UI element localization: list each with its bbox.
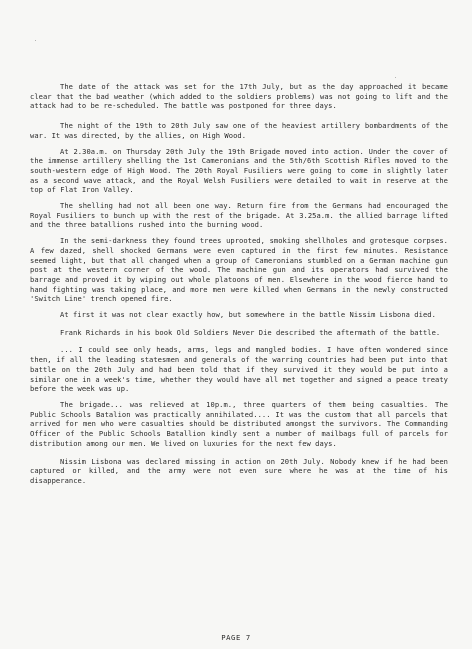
paragraph-frank-richards: Frank Richards in his book Old Soldiers Never Die described the aftermath of the battle. — [60, 327, 441, 337]
document-body — [30, 82, 448, 492]
quote-brigade-relieved: The brigade... was relieved at 10p.m., three quarters of them being casualties. The Public Schools Batalion was practically annihilated.... It was the custom that all parcels that arrived for men who were casualties should be distributed amongst the survivors. The Commanding Officer of the Public Schools Batallion kindly sent a number of mailbags full of parcels for distribution among our men. We lived on luxuries for the next few days. — [30, 399, 448, 448]
scan-speck — [395, 77, 396, 78]
page-number: PAGE 7 — [221, 633, 251, 642]
paragraph-lisbona-death: At first it was not clear exactly how, but somewhere in the battle Nissim Lisbona died. — [60, 310, 436, 320]
paragraph-missing-in-action: Nissim Lisbona was declared missing in action on 20th July. Nobody knew if he had been captured or killed, and the army were not even sure where he was at the time of his disapperance. — [30, 456, 448, 485]
quote-aftermath: ... I could see only heads, arms, legs and mangled bodies. I have often wondered since then, if all the leading statesmen and generals of the warring countries had been put into that battle on the 20th July and had been told that if they survived it they would be put into a similar one in a week's time, whether they would have all met together and signed a peace treaty before the week was up. — [30, 345, 448, 394]
paragraph-brigade-action: At 2.30a.m. on Thursday 20th July the 19th Brigade moved into action. Under the cover of the immense artillery shelling the 1st Cameronians and the 5th/6th Scottish Rifles moved to the south-western edge of High Wood. The 20th Royal Fusiliers were going to come in slightly later as a second wave attack, and the Royal Welsh Fusiliers were detailed to wait in reserve at the top of Flat Iron Valley. — [30, 146, 448, 195]
paragraph-bombardment: The night of the 19th to 20th July saw one of the heaviest artillery bombardments of the war. It was directed, by the allies, on High Wood. — [30, 121, 448, 140]
scan-speck — [35, 40, 36, 41]
paragraph-return-fire: The shelling had not all been one way. Return fire from the Germans had encouraged the Royal Fusiliers to bunch up with the rest of the brigade. At 3.25a.m. the allied barrage lifted and the three batallions rushed into the burning wood. — [30, 201, 448, 230]
paragraph-semi-darkness: In the semi-darkness they found trees uprooted, smoking shellholes and grotesque corpses. A few dazed, shell shocked Germans were even captured in the first few minutes. Resistance seemed light, but that all changed when a group of Cameronians stumbled on a German machine gun post at the western corner of the wood. The machine gun and its operators had survived the barrage and proved it by wiping out whole platoons of men. Elsewhere in the wood fierce hand to hand fighting was taking place, and more men were killed when Germans in the newly constructed 'Switch Line' trench opened fire. — [30, 236, 448, 304]
paragraph-attack-date: The date of the attack was set for the 17th July, but as the day approached it became clear that the bad weather (which added to the soldiers problems) was not going to lift and the attack had to be re-scheduled. The battle was postponed for three days. — [30, 82, 448, 111]
